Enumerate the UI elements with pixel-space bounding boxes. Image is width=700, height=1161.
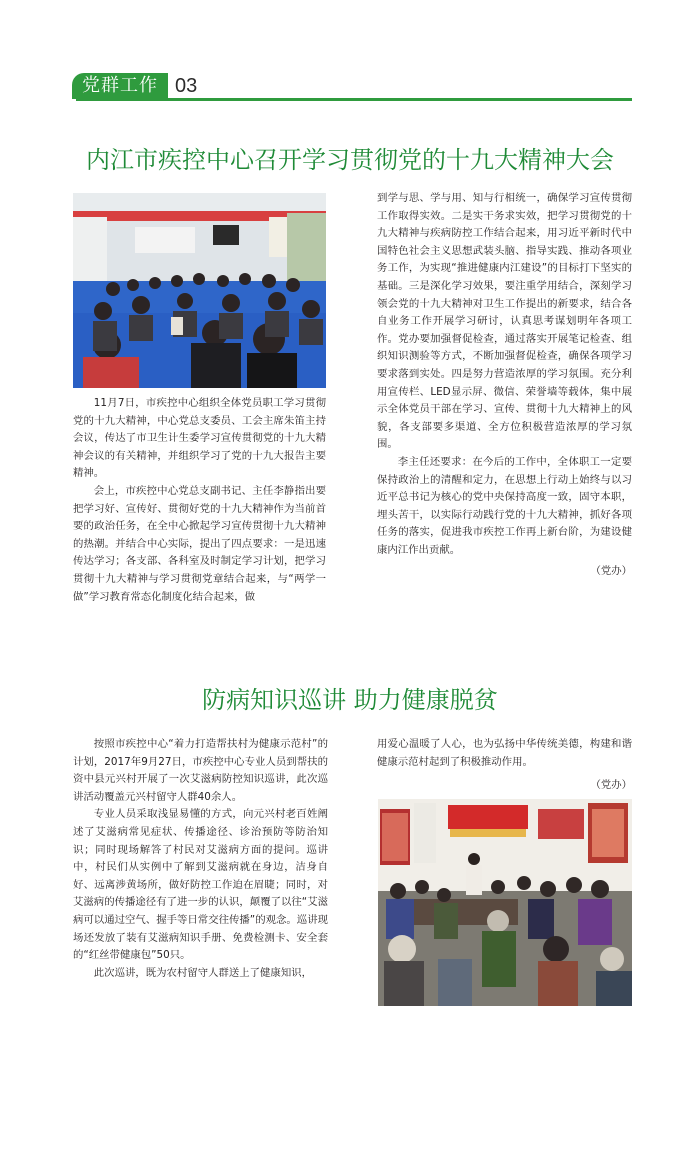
page-number: 03 xyxy=(175,75,198,97)
article2-right-paragraph: 用爱心温暖了人心，也为弘扬中华传统美德，构建和谐健康示范村起到了积极推动作用。 xyxy=(377,738,632,768)
lecture-photo xyxy=(378,799,632,1006)
article1-left-paragraph: 11月7日，市疾控中心组织全体党员职工学习贯彻党的十九大精神，中心党总支委员、工会主席朱笛主持会议，传达了市卫生计生委学习宣传贯彻党的十九大精神会议的有关精神，并组织学习了党的十九大报告主要精神。 xyxy=(73,397,326,480)
article1-title: 内江市疾控中心召开学习贯彻党的十九大精神大会 xyxy=(86,146,614,174)
article2-right-column xyxy=(377,736,632,795)
article2-left-column xyxy=(73,736,328,982)
section-label: 党群工作 xyxy=(72,73,168,99)
article1-right-paragraph: 到学与思、学与用、知与行相统一，确保学习宣传贯彻工作取得实效。二是实干务求实效，把学习贯彻党的十九大精神与疾病防控工作结合起来，用习近平新时代中国特色社会主义思想武装头脑、指导实践、推动各项业务工作，为实现“推进健康内江建设”的目标打下坚实的基础。三是深化学习效果，要注重学用结合，深刻学习领会党的十九大精神对卫生工作提出的新要求，结合各自业务工作开展学习研讨，认真思考谋划明年各项工作。党办要加强督促检查，通过落实开展笔记检查、组织知识测验等方式，不断加强督促检查，确保各项学习要求落到实处。四是努力营造浓厚的学习氛围。充分利用宣传栏、LED显示屏、微信、荣誉墙等载体，集中展示全体党员干部在学习、宣传、贯彻十九大精神上的风貌，各支部要多渠道、全方位积极营造浓厚的学习氛围。 xyxy=(377,192,632,451)
article2-left-paragraph: 此次巡讲，既为农村留守人群送上了健康知识， xyxy=(93,966,312,979)
article1-left-paragraph: 会上，市疾控中心党总支副书记、主任李静指出要把学习好、宣传好、贯彻好党的十九大精神作为当前首要的政治任务，在全中心掀起学习宣传贯彻十九大精神的热潮。并结合中心实际，提出了四点要求：一是迅速传达学习；各支部、各科室及时制定学习计划，把学习贯彻十九大精神与学习贯彻党章结合起来，与“两学一做”学习教育常态化制度化结合起来，做 xyxy=(73,484,326,603)
article1-right-column xyxy=(377,190,632,581)
article2-left-paragraph: 按照市疾控中心“着力打造帮扶村为健康示范村”的计划，2017年9月27日，市疾控中心专业人员到帮扶的资中县元兴村开展了一次艾滋病防控知识巡讲，此次巡讲活动覆盖元兴村留守人群40余人。 xyxy=(73,738,328,803)
article2-title: 防病知识巡讲 助力健康脱贫 xyxy=(202,686,498,714)
article2-signature: （党办） xyxy=(590,779,632,792)
meeting-photo xyxy=(73,193,326,388)
article2-left-paragraph: 专业人员采取浅显易懂的方式，向元兴村老百姓阐述了艾滋病常见症状、传播途径、诊治预防等防治知识；同时现场解答了村民对艾滋病方面的提问。巡讲中，村民们从实例中了解到艾滋病就在身边，洁身自好、远离涉黄场所，做好防控工作迫在眉睫；同时，对艾滋病的传播途径有了进一步的认识，颠覆了以往“艾滋病可以通过空气、握手等日常交往传播”的观念。巡讲现场还发放了装有艾滋病知识手册、免费检测卡、安全套的“红丝带健康包”50只。 xyxy=(73,808,328,962)
article1-signature: （党办） xyxy=(590,565,632,578)
header-divider xyxy=(76,98,632,101)
article1-left-column xyxy=(73,395,326,606)
article1-right-paragraph: 李主任还要求：在今后的工作中，全体职工一定要保持政治上的清醒和定力，在思想上行动上始终与以习近平总书记为核心的党中央保持高度一致，固守本职，埋头苦干，以实际行动践行党的十九大精神，抓好各项任务的落实，促进我市疾控工作再上新台阶，为建设健康内江作出贡献。 xyxy=(377,455,632,556)
